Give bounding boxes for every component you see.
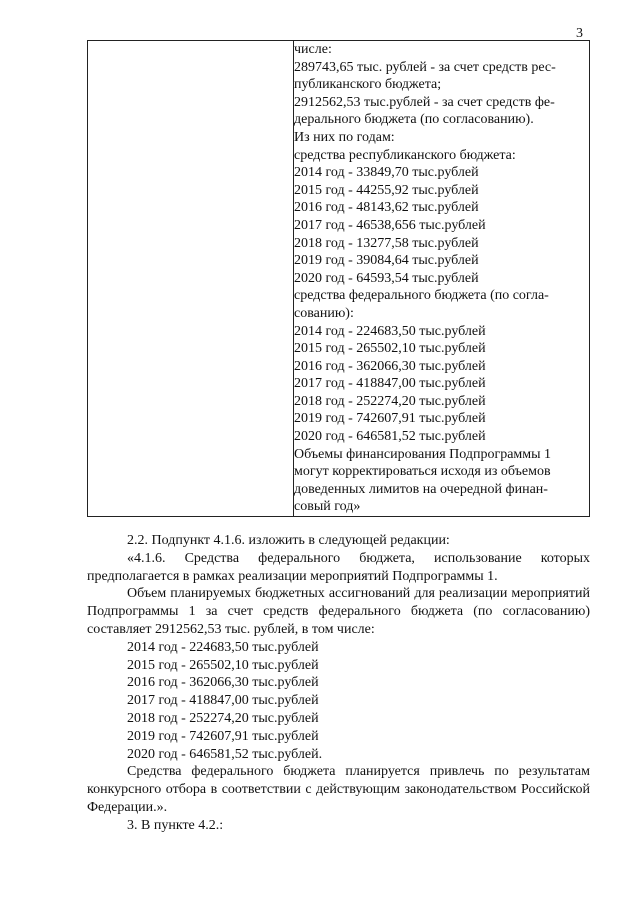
cell-line: дерального бюджета (по согласованию). — [294, 112, 534, 128]
cell-line: совый год» — [294, 499, 361, 515]
table-right-cell — [294, 41, 590, 517]
cell-line: числе: — [294, 42, 332, 57]
cell-line: Из них по годам: — [294, 129, 395, 145]
quote-paragraph: «4.1.6. Средства федерального бюджета, использование которых предполагается в рамках реализации мероприятий Подпрограммы 1. — [87, 550, 590, 584]
year-line: 2018 год - 252274,20 тыс.рублей — [127, 710, 319, 726]
cell-line: 2017 год - 46538,656 тыс.рублей — [294, 217, 486, 233]
cell-line: 2018 год - 13277,58 тыс.рублей — [294, 235, 479, 251]
page-number: 3 — [576, 26, 583, 41]
item-2-2: 2.2. Подпункт 4.1.6. изложить в следующей редакции: — [127, 533, 450, 548]
cell-line: публиканского бюджета; — [294, 77, 442, 93]
cell-line: 2016 год - 362066,30 тыс.рублей — [294, 358, 486, 374]
cell-line: 2014 год - 224683,50 тыс.рублей — [294, 323, 486, 339]
cell-line: средства республиканского бюджета: — [294, 147, 516, 163]
budget-table — [87, 40, 590, 517]
cell-line: Объемы финансирования Подпрограммы 1 — [294, 446, 552, 462]
year-line: 2019 год - 742607,91 тыс.рублей — [127, 728, 319, 744]
cell-line: могут корректироваться исходя из объемов — [294, 464, 551, 480]
year-line: 2015 год - 265502,10 тыс.рублей — [127, 657, 319, 673]
table-left-cell — [88, 41, 294, 517]
volume-paragraph: Объем планируемых бюджетных ассигнований для реализации мероприятий Подпрограммы 1 за счет средств федерального бюджета (по согласованию) составляет 2912562,53 тыс. рублей, в том числе: — [87, 586, 590, 637]
cell-line: 2015 год - 265502,10 тыс.рублей — [294, 341, 486, 357]
table-row — [88, 41, 590, 517]
cell-line: 2018 год - 252274,20 тыс.рублей — [294, 393, 486, 409]
item-3: 3. В пункте 4.2.: — [127, 817, 224, 833]
cell-line: 2019 год - 39084,64 тыс.рублей — [294, 253, 479, 269]
year-line: 2016 год - 362066,30 тыс.рублей — [127, 675, 319, 691]
cell-line: 289743,65 тыс. рублей - за счет средств рес- — [294, 59, 556, 75]
cell-line: 2020 год - 646581,52 тыс.рублей — [294, 429, 486, 445]
cell-line: 2015 год - 44255,92 тыс.рублей — [294, 182, 479, 198]
cell-line: сованию): — [294, 305, 354, 321]
cell-line: 2020 год - 64593,54 тыс.рублей — [294, 270, 479, 286]
main-text — [87, 532, 590, 835]
cell-line: 2019 год - 742607,91 тыс.рублей — [294, 411, 486, 427]
cell-line: 2016 год - 48143,62 тыс.рублей — [294, 200, 479, 216]
cell-line: 2014 год - 33849,70 тыс.рублей — [294, 165, 479, 181]
cell-line: 2017 год - 418847,00 тыс.рублей — [294, 376, 486, 392]
year-line: 2014 год - 224683,50 тыс.рублей — [127, 639, 319, 655]
year-line: 2017 год - 418847,00 тыс.рублей — [127, 693, 319, 709]
cell-line: 2912562,53 тыс.рублей - за счет средств фе- — [294, 94, 555, 110]
closing-paragraph: Средства федерального бюджета планируется привлечь по результатам конкурсного отбора в соответствии с действующим законодательством Российской Федерации.». — [87, 764, 590, 815]
cell-line: доведенных лимитов на очередной финан- — [294, 481, 548, 497]
cell-line: средства федерального бюджета (по согла- — [294, 288, 549, 304]
year-line: 2020 год - 646581,52 тыс.рублей. — [127, 746, 323, 762]
